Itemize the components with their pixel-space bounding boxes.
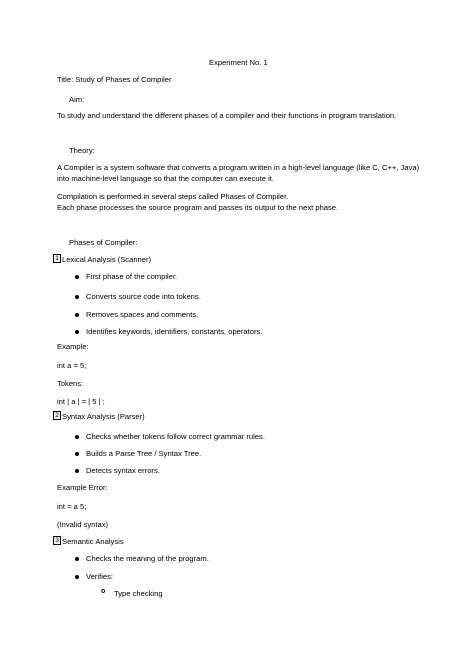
list-item: Type checking bbox=[114, 589, 163, 598]
list-item: First phase of the compiler. bbox=[86, 272, 178, 281]
list-item: Verifies: bbox=[86, 572, 114, 581]
theory-paragraph-2-line-2: Each phase processes the source program and passes its output to the next phase. bbox=[57, 203, 339, 212]
list-item: Removes spaces and comments. bbox=[86, 310, 199, 319]
list-item: Detects syntax errors. bbox=[86, 466, 160, 475]
lexical-example-code: int a = 5; bbox=[57, 361, 87, 370]
semantic-analysis-title: Semantic Analysis bbox=[62, 537, 124, 546]
phases-heading: Phases of Compiler: bbox=[69, 238, 138, 247]
tokens-label: Tokens: bbox=[57, 379, 84, 388]
lexical-example-label: Example: bbox=[57, 342, 89, 351]
bullet-icon bbox=[75, 575, 79, 579]
syntax-example-code: int = a 5; bbox=[57, 502, 87, 511]
bullet-icon bbox=[75, 275, 79, 279]
document-title: Title: Study of Phases of Compiler bbox=[57, 75, 172, 84]
theory-paragraph-2-line-1: Compilation is performed in several steps called Phases of Compiler. bbox=[57, 192, 289, 201]
list-item: Checks whether tokens follow correct grammar rules. bbox=[86, 432, 265, 441]
list-item: Converts source code into tokens. bbox=[86, 292, 201, 301]
theory-heading: Theory: bbox=[69, 146, 95, 155]
lexical-analysis-title: Lexical Analysis (Scanner) bbox=[62, 255, 152, 264]
list-item: Builds a Parse Tree / Syntax Tree. bbox=[86, 449, 202, 458]
list-item: Identifies keywords, identifiers, constants, operators. bbox=[86, 327, 263, 336]
tokens-value: int | a | = | 5 | ; bbox=[57, 397, 105, 406]
aim-heading: Aim: bbox=[69, 95, 85, 104]
list-item: Checks the meaning of the program. bbox=[86, 554, 209, 563]
bullet-icon bbox=[75, 557, 79, 561]
number-box-icon: 3 bbox=[53, 536, 61, 545]
syntax-analysis-title: Syntax Analysis (Parser) bbox=[62, 412, 145, 421]
bullet-icon bbox=[75, 435, 79, 439]
syntax-example-label: Example Error: bbox=[57, 483, 108, 492]
aim-text: To study and understand the different phases of a compiler and their functions in program translation. bbox=[57, 111, 397, 120]
theory-paragraph-1-line-1: A Compiler is a system software that converts a program written in a high-level language (like C, C++, Java) bbox=[57, 163, 420, 172]
theory-paragraph-1-line-2: into machine-level language so that the computer can execute it. bbox=[57, 174, 274, 183]
number-box-icon: 2 bbox=[53, 411, 61, 420]
bullet-icon bbox=[75, 469, 79, 473]
bullet-icon bbox=[75, 452, 79, 456]
number-box-icon: 1 bbox=[53, 254, 61, 263]
syntax-example-note: (Invalid syntax) bbox=[57, 520, 109, 529]
experiment-heading: Experiment No. 1 bbox=[209, 58, 268, 67]
bullet-icon bbox=[75, 313, 79, 317]
bullet-icon bbox=[75, 330, 79, 334]
sub-bullet-icon: o bbox=[101, 588, 106, 595]
bullet-icon bbox=[75, 295, 79, 299]
